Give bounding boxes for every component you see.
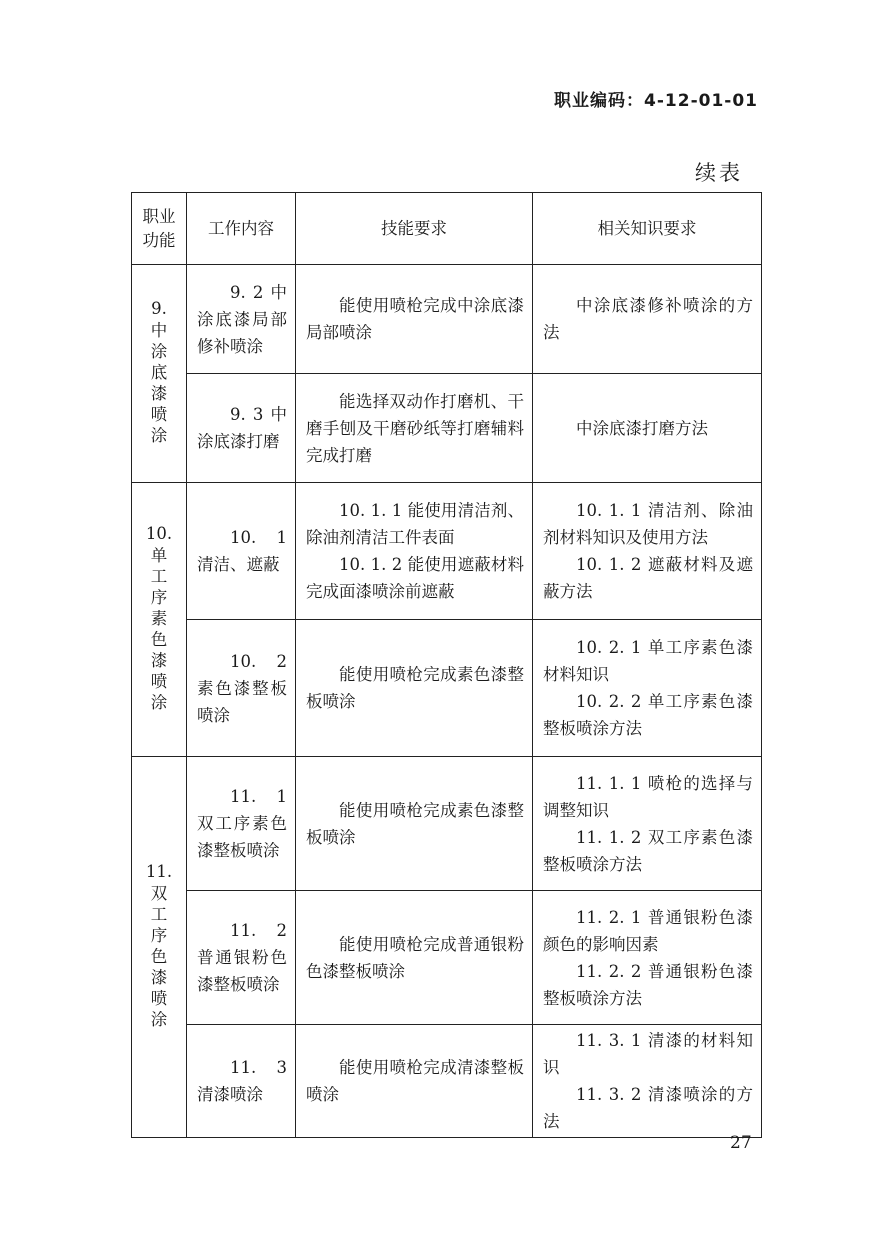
skill-item: 能使用喷枪完成普通银粉色漆整板喷涂 [306, 934, 524, 981]
occupation-code: 职业编码：4-12-01-01 [554, 91, 758, 111]
header-skill-requirements: 技能要求 [296, 193, 533, 265]
header-function: 职业功能 [132, 193, 187, 265]
function-cell-10 [132, 483, 187, 757]
work-content: 9. 3 中涂底漆打磨 [197, 405, 287, 451]
function-cell-9 [132, 265, 187, 483]
knowledge-item: 11. 1. 2 双工序素色漆整板喷涂方法 [543, 827, 753, 874]
work-content: 9. 2 中涂底漆局部修补喷涂 [197, 282, 287, 356]
table-row [132, 757, 762, 891]
skill-item: 10. 1. 2 能使用遮蔽材料完成面漆喷涂前遮蔽 [306, 555, 524, 601]
function-name: 中涂底漆喷涂 [150, 321, 168, 445]
table-row [132, 620, 762, 757]
work-content: 10. 1 清洁、遮蔽 [197, 528, 287, 574]
function-name: 单工序素色漆喷涂 [150, 546, 168, 712]
skill-item: 能使用喷枪完成中涂底漆局部喷涂 [306, 296, 524, 342]
knowledge-item: 11. 3. 1 清漆的材料知识 [543, 1031, 753, 1077]
function-cell-11 [132, 757, 187, 1138]
table-caption: 续表 [695, 161, 743, 185]
table-header-row [132, 193, 762, 265]
table-row [132, 265, 762, 374]
knowledge-item: 10. 1. 2 遮蔽材料及遮蔽方法 [543, 555, 753, 601]
work-content: 11. 2 普通银粉色漆整板喷涂 [197, 921, 287, 994]
function-name: 双工序色漆喷涂 [150, 884, 168, 1029]
table-row [132, 483, 762, 620]
header-work-content: 工作内容 [187, 193, 296, 265]
knowledge-item: 10. 1. 1 清洁剂、除油剂材料知识及使用方法 [543, 501, 753, 547]
skills-table [131, 192, 762, 1138]
knowledge-item: 10. 2. 1 单工序素色漆材料知识 [543, 638, 753, 684]
work-content: 11. 1 双工序素色漆整板喷涂 [197, 787, 287, 860]
function-number: 11. [145, 862, 173, 881]
table-row [132, 891, 762, 1025]
work-content: 11. 3 清漆喷涂 [197, 1058, 287, 1104]
table-row [132, 374, 762, 483]
table-row [132, 1025, 762, 1138]
page-number: 27 [730, 1133, 752, 1153]
skill-item: 能使用喷枪完成清漆整板喷涂 [306, 1058, 524, 1104]
knowledge-item: 11. 1. 1 喷枪的选择与调整知识 [543, 773, 753, 820]
knowledge-item: 10. 2. 2 单工序素色漆整板喷涂方法 [543, 692, 753, 738]
knowledge-item: 11. 3. 2 清漆喷涂的方法 [543, 1085, 753, 1131]
skill-item: 10. 1. 1 能使用清洁剂、除油剂清洁工件表面 [306, 501, 524, 547]
function-number: 9. [151, 299, 167, 318]
skill-item: 能选择双动作打磨机、干磨手刨及干磨砂纸等打磨辅料完成打磨 [306, 391, 524, 465]
function-number: 10. [145, 524, 173, 543]
knowledge-item: 中涂底漆打磨方法 [576, 418, 708, 438]
knowledge-item: 11. 2. 1 普通银粉色漆颜色的影响因素 [543, 907, 753, 954]
knowledge-item: 中涂底漆修补喷涂的方法 [543, 296, 753, 342]
header-knowledge-requirements: 相关知识要求 [533, 193, 762, 265]
skill-item: 能使用喷枪完成素色漆整板喷涂 [306, 665, 524, 711]
knowledge-item: 11. 2. 2 普通银粉色漆整板喷涂方法 [543, 961, 753, 1008]
skill-item: 能使用喷枪完成素色漆整板喷涂 [306, 800, 524, 847]
work-content: 10. 2 素色漆整板喷涂 [197, 651, 287, 725]
